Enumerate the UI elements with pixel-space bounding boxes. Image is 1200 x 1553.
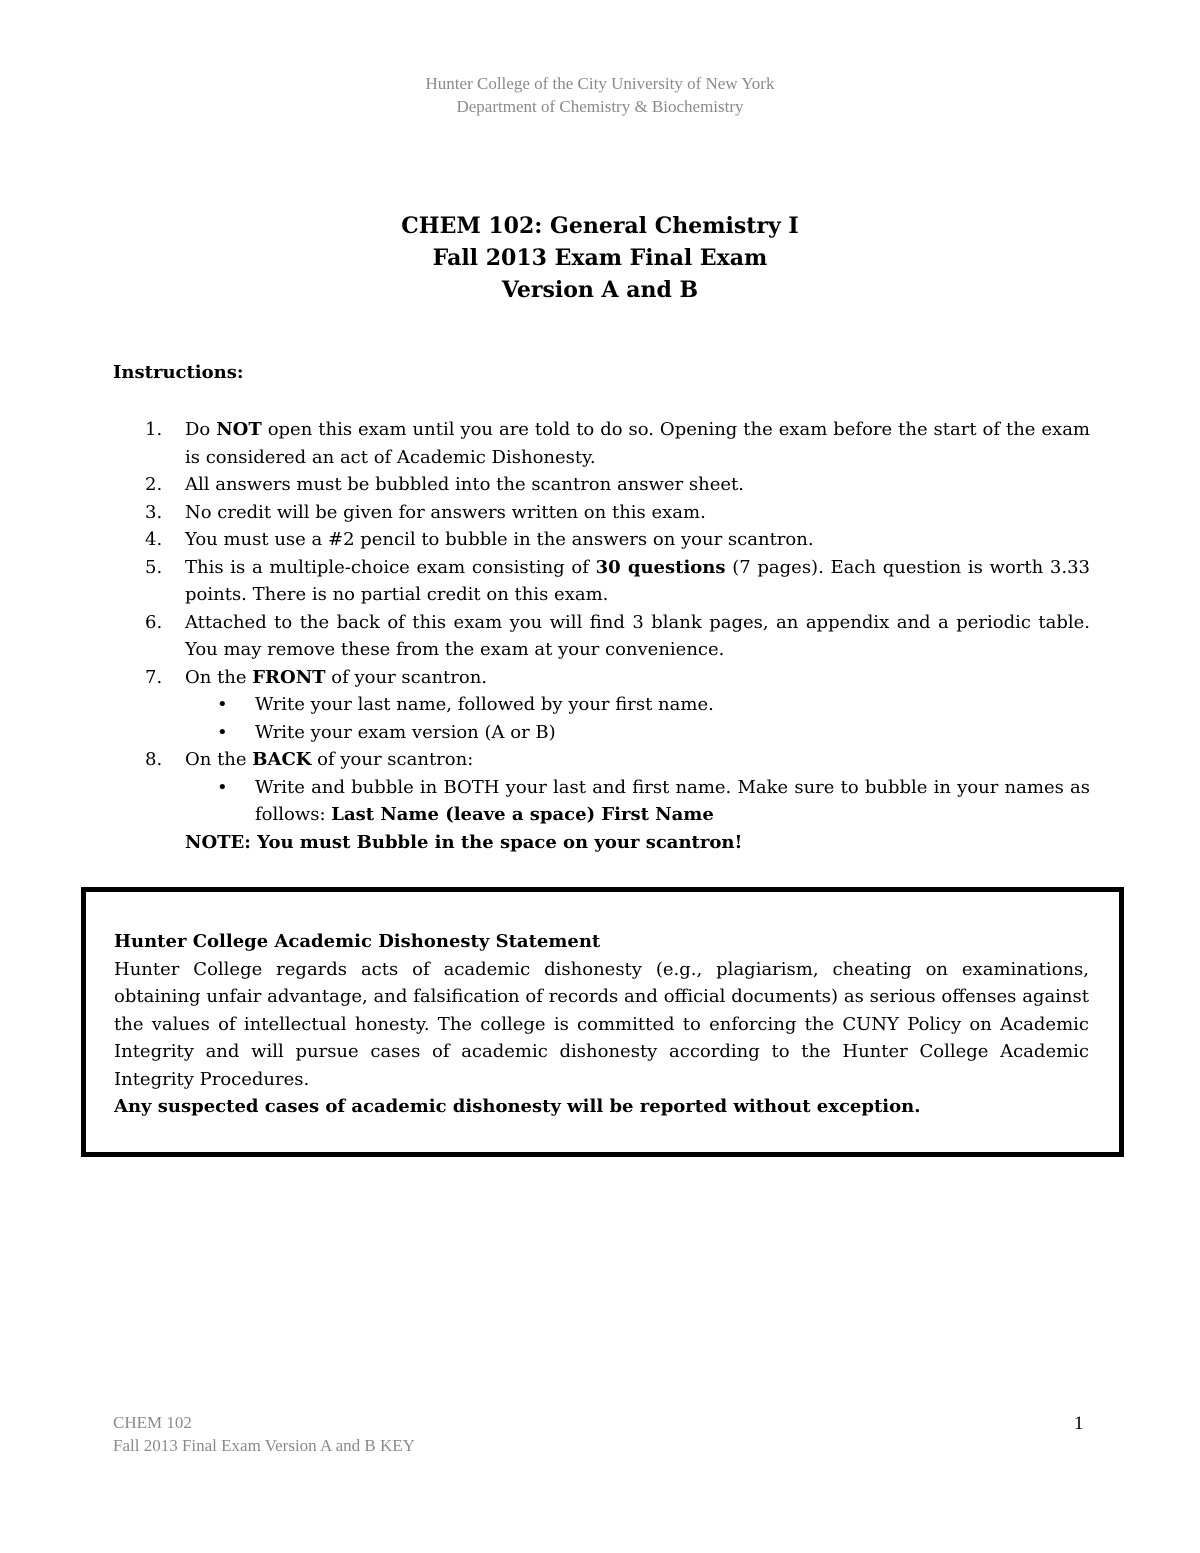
statement-content — [114, 928, 1089, 1121]
statement-title: Hunter College Academic Dishonesty Statement — [114, 931, 601, 952]
academic-dishonesty-box — [81, 887, 1124, 1157]
page-number: 1 — [1074, 1413, 1084, 1434]
item-number: 4. — [145, 529, 163, 550]
instruction-item: 1. Do NOT open this exam until you are told to do so. Opening the exam before the start of the exam is considered an act of Academic Dishonesty. — [145, 416, 1090, 471]
bullet-icon: • — [217, 721, 228, 743]
footer-exam-key: Fall 2013 Final Exam Version A and B KEY — [113, 1436, 415, 1455]
exam-name: Fall 2013 Exam Final Exam — [432, 245, 768, 271]
bullet-icon: • — [217, 694, 228, 715]
instruction-item: 7. On the FRONT of your scantron. • Write your last name, followed by your first name. • Write your exam version (A or B) — [145, 664, 1090, 747]
exam-title-block — [0, 210, 1200, 306]
department-name: Department of Chemistry & Biochemistry — [456, 97, 744, 116]
sub-item: • Write your exam version (A or B) — [185, 719, 1090, 747]
course-title: CHEM 102: General Chemistry I — [401, 213, 799, 239]
item-number: 2. — [145, 474, 163, 495]
instruction-item: 3. No credit will be given for answers written on this exam. — [145, 499, 1090, 527]
statement-warning: Any suspected cases of academic dishonesty will be reported without exception. — [114, 1096, 921, 1117]
exam-version: Version A and B — [501, 277, 699, 303]
scantron-note: NOTE: You must Bubble in the space on your scantron! — [185, 831, 743, 853]
statement-body: Hunter College regards acts of academic dishonesty (e.g., plagiarism, cheating on examinations, obtaining unfair advantage, and falsification of records and official documents) as serious offenses against the values of intellectual honesty. The college is committed to enforcing the CUNY Policy on Academic Integrity and will pursue cases of academic dishonesty according to the Hunter College Academic Integrity Procedures. — [114, 958, 1089, 1090]
page-header — [0, 72, 1200, 118]
institution-name: Hunter College of the City University of New York — [425, 74, 775, 93]
instruction-item: 4. You must use a #2 pencil to bubble in the answers on your scantron. — [145, 526, 1090, 554]
page-footer — [113, 1411, 415, 1457]
item-number: 5. — [145, 556, 163, 578]
instruction-item: 6. Attached to the back of this exam you will find 3 blank pages, an appendix and a periodic table. You may remove these from the exam at your convenience. — [145, 609, 1090, 664]
footer-course: CHEM 102 — [113, 1413, 192, 1432]
sub-item: • Write and bubble in BOTH your last and first name. Make sure to bubble in your names as follows: Last Name (leave a space) First Name — [185, 774, 1090, 829]
instruction-item: 2. All answers must be bubbled into the scantron answer sheet. — [145, 471, 1090, 499]
item-number: 1. — [145, 419, 163, 440]
instruction-item: 5. This is a multiple-choice exam consisting of 30 questions (7 pages). Each question is worth 3.33 points. There is no partial credit on this exam. — [145, 554, 1090, 609]
instructions-list — [145, 416, 1090, 856]
sub-item: • Write your last name, followed by your first name. — [185, 691, 1090, 719]
bullet-icon: • — [217, 776, 228, 798]
sub-list — [185, 774, 1090, 829]
instructions-heading: Instructions: — [113, 362, 244, 383]
item-number: 8. — [145, 749, 163, 770]
instruction-item: 8. On the BACK of your scantron: • Write and bubble in BOTH your last and first name. Make sure to bubble in your names as follows: Last Name (leave a space) First Name — [145, 746, 1090, 829]
item-number: 7. — [145, 666, 163, 688]
item-number: 6. — [145, 611, 163, 633]
sub-list — [185, 691, 1090, 746]
item-number: 3. — [145, 501, 163, 523]
